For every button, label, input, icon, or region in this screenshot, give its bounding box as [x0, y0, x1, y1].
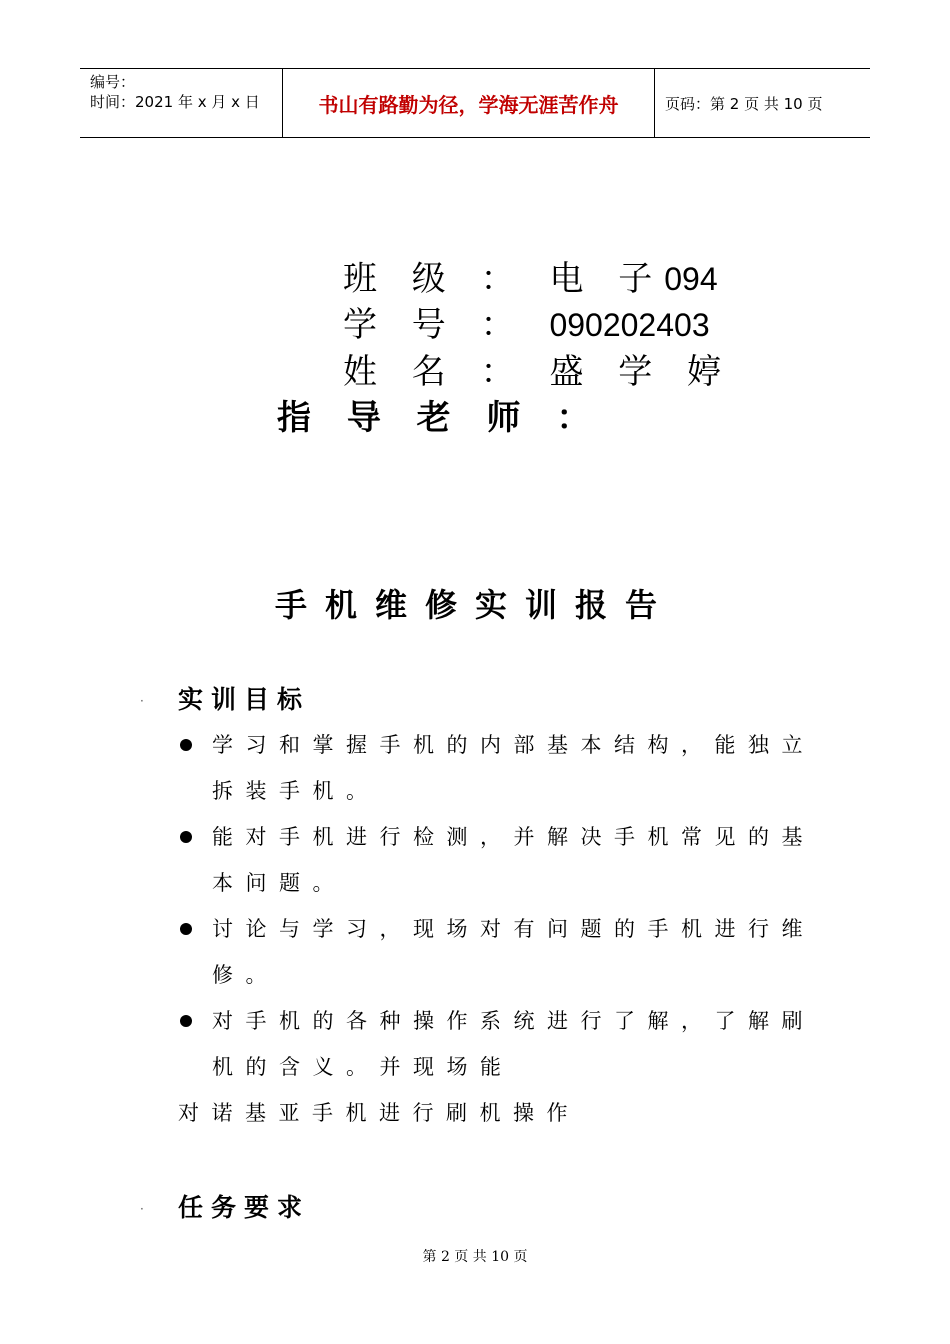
- id-value: 090202403: [549, 307, 710, 343]
- header-page-info: 页码：第 2 页 共 10 页: [665, 94, 823, 113]
- section-goal-title: 实训目标: [178, 685, 311, 714]
- header-meta: [80, 69, 282, 137]
- list-item: 讨论与学习，现场对有问题的手机进行维修。: [178, 906, 818, 998]
- id-line: [343, 305, 710, 345]
- time-label: 时间：2021 年 x 月 x 日: [90, 93, 260, 111]
- section-goal: [140, 680, 310, 716]
- bullet-dot-icon: [180, 1015, 192, 1027]
- class-label: 班 级 ：: [343, 259, 527, 299]
- bullet-dot-icon: [180, 923, 192, 935]
- list-item: 能对手机进行检测，并解决手机常见的基本问题。: [178, 814, 818, 906]
- bullet-dot-icon: [180, 739, 192, 751]
- list-item: 学习和掌握手机的内部基本结构，能独立拆装手机。: [178, 722, 818, 814]
- class-value-cn: 电 子: [549, 259, 665, 299]
- list-item: 对手机的各种操作系统进行了解，了解刷机的含义。并现场能: [178, 998, 818, 1090]
- section-task: [140, 1188, 310, 1224]
- report-title: 手机维修实训报告: [274, 586, 675, 624]
- page-footer: 第 2 页 共 10 页: [422, 1249, 528, 1265]
- bullet-dot-icon: [180, 831, 192, 843]
- name-value: 盛 学 婷: [549, 352, 734, 392]
- goal-list: [178, 722, 818, 1090]
- teacher-line: [277, 398, 602, 438]
- name-label: 姓 名 ：: [343, 352, 527, 392]
- header-motto: 书山有路勤为径，学海无涯苦作舟: [282, 69, 655, 137]
- class-value-num: 094: [664, 261, 718, 297]
- page-header: [80, 68, 870, 138]
- section-marker: ·: [140, 1202, 144, 1216]
- name-line: [343, 352, 733, 392]
- section-marker: ·: [140, 694, 144, 708]
- teacher-label: 指 导 老 师 ：: [277, 398, 603, 438]
- goal-continuation: 对诺基亚手机进行刷机操作: [178, 1101, 580, 1125]
- number-label: 编号：: [90, 73, 136, 91]
- class-line: [343, 259, 718, 299]
- section-task-title: 任务要求: [178, 1193, 311, 1222]
- id-label: 学 号 ：: [343, 305, 527, 345]
